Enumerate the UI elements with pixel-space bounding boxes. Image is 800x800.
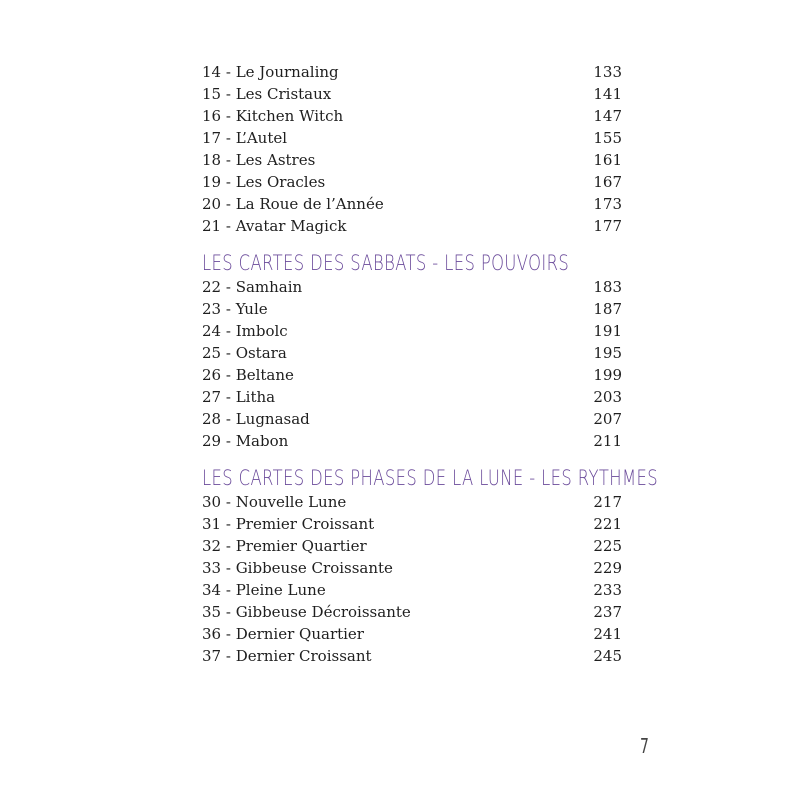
toc-entry bbox=[202, 83, 622, 105]
toc-entry bbox=[202, 623, 622, 645]
toc-entry-title: 19 - Les Oracles bbox=[202, 173, 326, 191]
toc-entry-page: 229 bbox=[593, 559, 622, 577]
toc-entry-title: 28 - Lugnasad bbox=[202, 410, 310, 428]
toc-entry bbox=[202, 491, 622, 513]
toc-entry bbox=[202, 430, 622, 452]
toc-entry-page: 141 bbox=[593, 85, 622, 103]
toc-list-sabbats bbox=[202, 276, 622, 452]
toc-entry bbox=[202, 149, 622, 171]
toc-entry-page: 245 bbox=[593, 647, 622, 665]
toc-entry-page: 195 bbox=[593, 344, 622, 362]
toc-entry bbox=[202, 193, 622, 215]
toc-entry bbox=[202, 557, 622, 579]
toc-entry-title: 14 - Le Journaling bbox=[202, 63, 339, 81]
toc-entry-page: 225 bbox=[593, 537, 622, 555]
toc-entry bbox=[202, 645, 622, 667]
toc-entry-page: 187 bbox=[593, 300, 622, 318]
toc-entry-title: 15 - Les Cristaux bbox=[202, 85, 332, 103]
toc-entry-title: 32 - Premier Quartier bbox=[202, 537, 367, 555]
toc-entry-title: 30 - Nouvelle Lune bbox=[202, 493, 347, 511]
toc-entry bbox=[202, 298, 622, 320]
toc-entry-page: 161 bbox=[593, 151, 622, 169]
toc-list-lune bbox=[202, 491, 622, 667]
toc-entry-title: 31 - Premier Croissant bbox=[202, 515, 375, 533]
toc-entry bbox=[202, 601, 622, 623]
toc-entry-title: 35 - Gibbeuse Décroissante bbox=[202, 603, 411, 621]
toc-entry-title: 34 - Pleine Lune bbox=[202, 581, 326, 599]
toc-entry bbox=[202, 127, 622, 149]
toc-entry-page: 177 bbox=[593, 217, 622, 235]
toc-entry-title: 22 - Samhain bbox=[202, 278, 303, 296]
toc-entry bbox=[202, 61, 622, 83]
toc-entry-title: 26 - Beltane bbox=[202, 366, 294, 384]
toc-entry bbox=[202, 320, 622, 342]
page-number: 7 bbox=[640, 734, 649, 758]
toc-entry-title: 23 - Yule bbox=[202, 300, 268, 318]
section-heading-sabbats: LES CARTES DES SABBATS - LES POUVOIRS bbox=[202, 251, 570, 275]
toc-entry bbox=[202, 579, 622, 601]
toc-entry bbox=[202, 386, 622, 408]
toc-entry bbox=[202, 171, 622, 193]
toc-entry bbox=[202, 513, 622, 535]
toc-entry-page: 167 bbox=[593, 173, 622, 191]
section-heading-lune: LES CARTES DES PHASES DE LA LUNE - LES RYTHMES bbox=[202, 466, 659, 490]
toc-entry-page: 183 bbox=[593, 278, 622, 296]
toc-entry-page: 207 bbox=[593, 410, 622, 428]
toc-list-group1 bbox=[202, 61, 622, 237]
toc-entry-page: 191 bbox=[593, 322, 622, 340]
toc-entry-title: 18 - Les Astres bbox=[202, 151, 316, 169]
toc-entry bbox=[202, 276, 622, 298]
toc-entry-page: 173 bbox=[593, 195, 622, 213]
toc-entry-title: 17 - L’Autel bbox=[202, 129, 288, 147]
toc-entry-page: 217 bbox=[593, 493, 622, 511]
toc-entry-page: 211 bbox=[593, 432, 622, 450]
toc-entry-page: 221 bbox=[593, 515, 622, 533]
toc-entry-page: 199 bbox=[593, 366, 622, 384]
toc-entry-title: 21 - Avatar Magick bbox=[202, 217, 347, 235]
toc-entry-page: 155 bbox=[593, 129, 622, 147]
toc-entry-title: 16 - Kitchen Witch bbox=[202, 107, 344, 125]
toc-entry-page: 147 bbox=[593, 107, 622, 125]
toc-entry bbox=[202, 342, 622, 364]
toc-entry-page: 241 bbox=[593, 625, 622, 643]
toc-entry-title: 37 - Dernier Croissant bbox=[202, 647, 372, 665]
toc-entry-page: 203 bbox=[593, 388, 622, 406]
toc-entry-title: 33 - Gibbeuse Croissante bbox=[202, 559, 393, 577]
toc-entry-title: 36 - Dernier Quartier bbox=[202, 625, 364, 643]
toc-entry bbox=[202, 535, 622, 557]
toc-entry bbox=[202, 408, 622, 430]
toc-entry-title: 24 - Imbolc bbox=[202, 322, 288, 340]
toc-entry-page: 133 bbox=[593, 63, 622, 81]
toc-entry bbox=[202, 215, 622, 237]
toc-entry-title: 20 - La Roue de l’Année bbox=[202, 195, 384, 213]
toc-entry-page: 233 bbox=[593, 581, 622, 599]
toc-entry bbox=[202, 105, 622, 127]
toc-entry-title: 25 - Ostara bbox=[202, 344, 287, 362]
toc-entry bbox=[202, 364, 622, 386]
toc-entry-title: 29 - Mabon bbox=[202, 432, 289, 450]
toc-entry-title: 27 - Litha bbox=[202, 388, 276, 406]
toc-entry-page: 237 bbox=[593, 603, 622, 621]
